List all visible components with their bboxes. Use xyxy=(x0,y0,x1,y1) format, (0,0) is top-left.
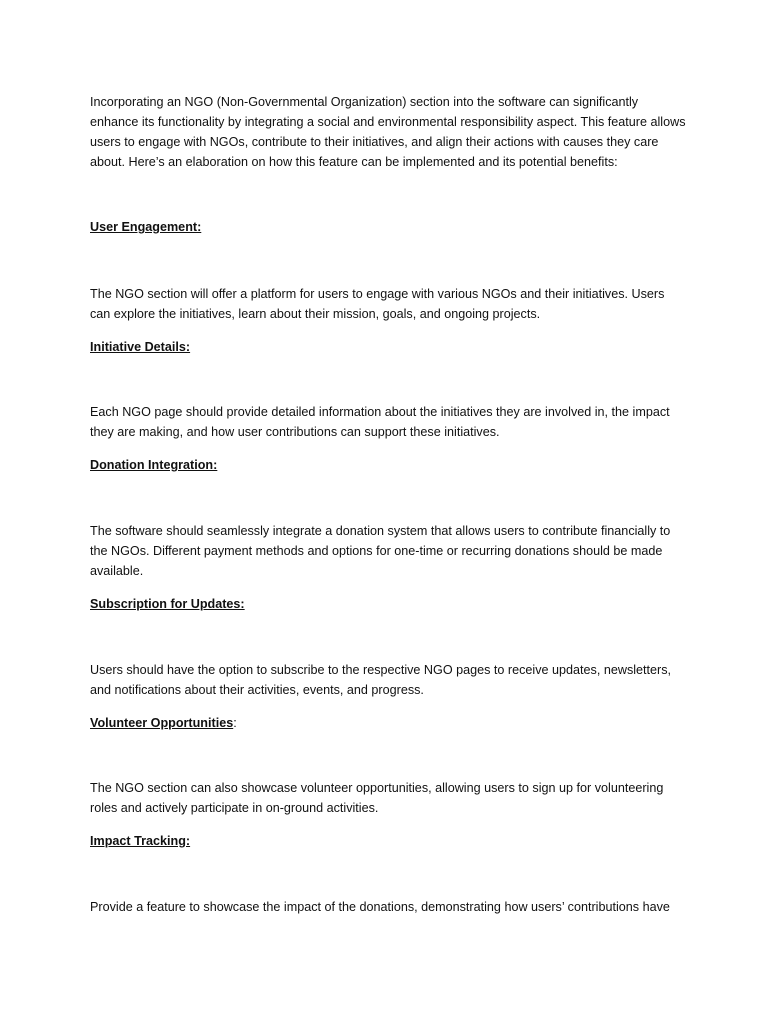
heading-colon: : xyxy=(233,716,237,730)
paragraph-subscription-updates: Users should have the option to subscribe to the respective NGO pages to receive updates, newsletters, and notifications about their activities, events, and progress. xyxy=(90,663,672,697)
heading-subscription-updates: Subscription for Updates: xyxy=(90,597,245,611)
heading-donation-integration: Donation Integration: xyxy=(90,458,218,472)
paragraph-user-engagement: The NGO section will offer a platform for users to engage with various NGOs and their initiatives. Users can explore the initiatives, learn about their mission, goals, and ongoing projects. xyxy=(90,287,665,321)
intro-paragraph: Incorporating an NGO (Non-Governmental Organization) section into the software can significantly enhance its functionality by integrating a social and environmental responsibility aspect. This feature allows users to engage with NGOs, contribute to their initiatives, and align their actions with causes they care about. Here’s an elaboration on how this feature can be implemented and its potential benefits: xyxy=(90,95,686,169)
heading-user-engagement: User Engagement: xyxy=(90,220,202,234)
paragraph-impact-tracking: Provide a feature to showcase the impact of the donations, demonstrating how users’ contributions have xyxy=(90,900,670,914)
paragraph-volunteer-opportunities: The NGO section can also showcase volunteer opportunities, allowing users to sign up for volunteering roles and actively participate in on-ground activities. xyxy=(90,781,664,815)
heading-volunteer-opportunities-line xyxy=(90,713,688,733)
paragraph-donation-integration: The software should seamlessly integrate a donation system that allows users to contribute financially to the NGOs. Different payment methods and options for one-time or recurring donations should be made available. xyxy=(90,524,671,578)
heading-impact-tracking: Impact Tracking: xyxy=(90,834,191,848)
heading-initiative-details: Initiative Details: xyxy=(90,340,191,354)
paragraph-initiative-details: Each NGO page should provide detailed information about the initiatives they are involved in, the impact they are making, and how user contributions can support these initiatives. xyxy=(90,405,670,439)
heading-volunteer-opportunities: Volunteer Opportunities xyxy=(90,716,234,730)
